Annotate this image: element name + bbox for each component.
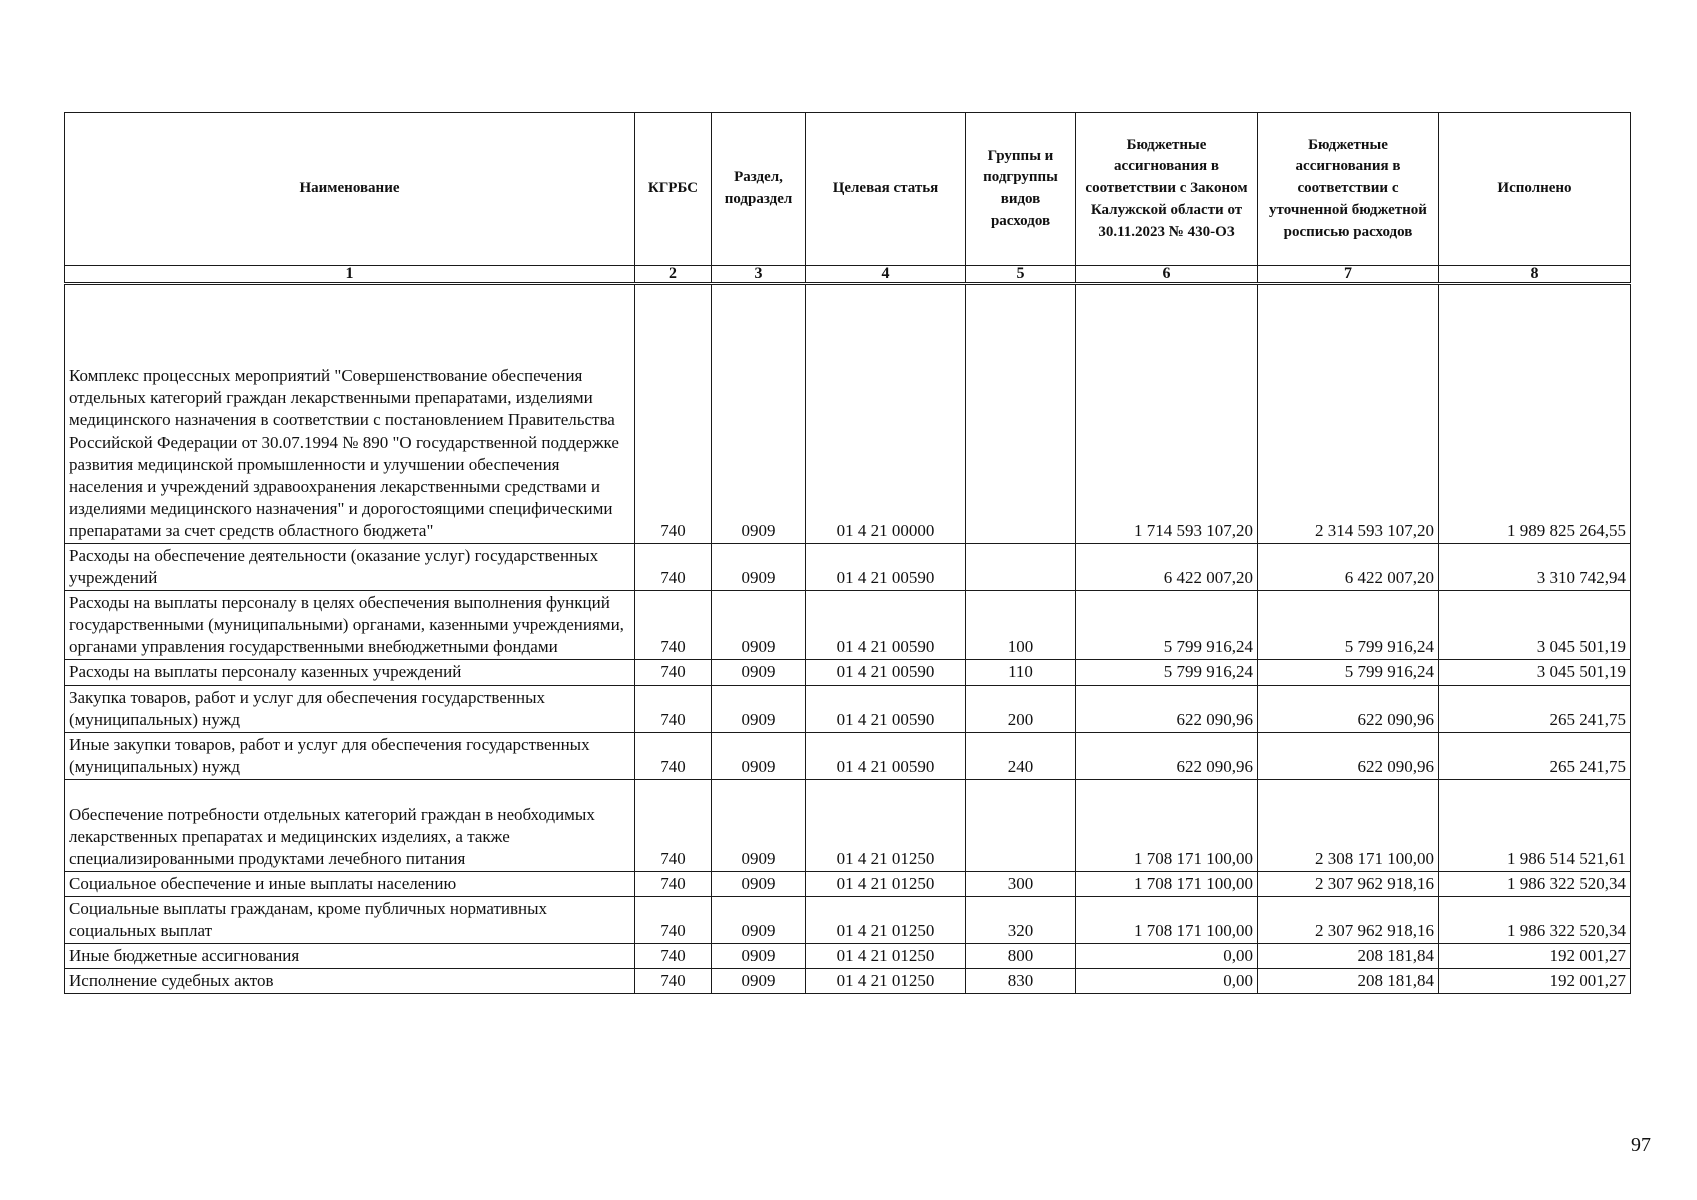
row-executed-amount: 192 001,27	[1439, 969, 1631, 994]
row-roster-amount: 5 799 916,24	[1258, 660, 1439, 685]
row-target-item: 01 4 21 01250	[806, 897, 966, 944]
table-row	[65, 660, 1631, 685]
row-roster-amount: 6 422 007,20	[1258, 544, 1439, 591]
header-name: Наименование	[65, 113, 635, 266]
row-target-item: 01 4 21 01250	[806, 779, 966, 871]
row-law-amount: 5 799 916,24	[1076, 591, 1258, 660]
row-expense-group: 300	[966, 871, 1076, 896]
row-law-amount: 1 714 593 107,20	[1076, 284, 1258, 544]
row-executed-amount: 192 001,27	[1439, 944, 1631, 969]
row-target-item: 01 4 21 00000	[806, 284, 966, 544]
row-kgrbs: 740	[635, 544, 712, 591]
row-law-amount: 5 799 916,24	[1076, 660, 1258, 685]
row-executed-amount: 3 045 501,19	[1439, 591, 1631, 660]
row-executed-amount: 3 045 501,19	[1439, 660, 1631, 685]
row-target-item: 01 4 21 01250	[806, 871, 966, 896]
header-section: Раздел, подраздел	[712, 113, 806, 266]
column-numbers-row	[65, 266, 1631, 284]
row-section: 0909	[712, 732, 806, 779]
column-number: 3	[712, 266, 806, 284]
row-kgrbs: 740	[635, 944, 712, 969]
page-number: 97	[1631, 1134, 1651, 1156]
row-expense-group: 320	[966, 897, 1076, 944]
table-row	[65, 685, 1631, 732]
budget-execution-table	[64, 112, 1631, 994]
row-section: 0909	[712, 660, 806, 685]
row-expense-group: 200	[966, 685, 1076, 732]
table-row	[65, 969, 1631, 994]
row-kgrbs: 740	[635, 284, 712, 544]
row-executed-amount: 1 986 322 520,34	[1439, 897, 1631, 944]
row-target-item: 01 4 21 01250	[806, 944, 966, 969]
header-target-item: Целевая статья	[806, 113, 966, 266]
table-body	[65, 266, 1631, 994]
row-target-item: 01 4 21 00590	[806, 591, 966, 660]
row-expense-group	[966, 779, 1076, 871]
row-section: 0909	[712, 897, 806, 944]
row-section: 0909	[712, 969, 806, 994]
row-executed-amount: 1 989 825 264,55	[1439, 284, 1631, 544]
row-expense-group: 800	[966, 944, 1076, 969]
column-number: 1	[65, 266, 635, 284]
table-row	[65, 944, 1631, 969]
row-kgrbs: 740	[635, 591, 712, 660]
row-section: 0909	[712, 591, 806, 660]
row-name: Расходы на обеспечение деятельности (оказание услуг) государственных учреждений	[65, 544, 635, 591]
table-row	[65, 284, 1631, 544]
header-roster-appropriations: Бюджетные ассигнования в соответствии с уточненной бюджетной росписью расходов	[1258, 113, 1439, 266]
row-name: Закупка товаров, работ и услуг для обеспечения государственных (муниципальных) нужд	[65, 685, 635, 732]
header-executed: Исполнено	[1439, 113, 1631, 266]
row-roster-amount: 2 307 962 918,16	[1258, 871, 1439, 896]
row-kgrbs: 740	[635, 969, 712, 994]
row-law-amount: 622 090,96	[1076, 685, 1258, 732]
row-kgrbs: 740	[635, 660, 712, 685]
row-executed-amount: 1 986 322 520,34	[1439, 871, 1631, 896]
row-name: Социальное обеспечение и иные выплаты населению	[65, 871, 635, 896]
table-row	[65, 897, 1631, 944]
row-target-item: 01 4 21 00590	[806, 660, 966, 685]
row-name: Социальные выплаты гражданам, кроме публичных нормативных социальных выплат	[65, 897, 635, 944]
row-law-amount: 1 708 171 100,00	[1076, 897, 1258, 944]
row-expense-group: 100	[966, 591, 1076, 660]
header-expense-group: Группы и подгруппы видов расходов	[966, 113, 1076, 266]
row-law-amount: 0,00	[1076, 969, 1258, 994]
row-roster-amount: 2 314 593 107,20	[1258, 284, 1439, 544]
table-row	[65, 732, 1631, 779]
row-expense-group: 110	[966, 660, 1076, 685]
row-kgrbs: 740	[635, 897, 712, 944]
table-row	[65, 871, 1631, 896]
row-law-amount: 6 422 007,20	[1076, 544, 1258, 591]
row-section: 0909	[712, 284, 806, 544]
header-law-appropriations: Бюджетные ассигнования в соответствии с Законом Калужской области от 30.11.2023 № 430-ОЗ	[1076, 113, 1258, 266]
row-name: Иные закупки товаров, работ и услуг для обеспечения государственных (муниципальных) нужд	[65, 732, 635, 779]
row-roster-amount: 208 181,84	[1258, 969, 1439, 994]
row-target-item: 01 4 21 00590	[806, 732, 966, 779]
column-number: 2	[635, 266, 712, 284]
table-header	[65, 113, 1631, 266]
column-number: 4	[806, 266, 966, 284]
row-roster-amount: 622 090,96	[1258, 685, 1439, 732]
row-law-amount: 0,00	[1076, 944, 1258, 969]
row-executed-amount: 3 310 742,94	[1439, 544, 1631, 591]
table-row	[65, 544, 1631, 591]
row-expense-group	[966, 284, 1076, 544]
row-expense-group: 830	[966, 969, 1076, 994]
row-kgrbs: 740	[635, 871, 712, 896]
row-target-item: 01 4 21 00590	[806, 544, 966, 591]
row-roster-amount: 2 307 962 918,16	[1258, 897, 1439, 944]
row-expense-group: 240	[966, 732, 1076, 779]
row-name: Расходы на выплаты персоналу казенных учреждений	[65, 660, 635, 685]
row-kgrbs: 740	[635, 779, 712, 871]
row-roster-amount: 5 799 916,24	[1258, 591, 1439, 660]
row-roster-amount: 2 308 171 100,00	[1258, 779, 1439, 871]
row-name: Иные бюджетные ассигнования	[65, 944, 635, 969]
row-target-item: 01 4 21 01250	[806, 969, 966, 994]
column-number: 5	[966, 266, 1076, 284]
row-executed-amount: 1 986 514 521,61	[1439, 779, 1631, 871]
row-target-item: 01 4 21 00590	[806, 685, 966, 732]
row-expense-group	[966, 544, 1076, 591]
row-executed-amount: 265 241,75	[1439, 685, 1631, 732]
column-number: 6	[1076, 266, 1258, 284]
header-row	[65, 113, 1631, 266]
row-law-amount: 1 708 171 100,00	[1076, 871, 1258, 896]
row-section: 0909	[712, 944, 806, 969]
row-name: Комплекс процессных мероприятий "Совершенствование обеспечения отдельных категорий граждан лекарственными препаратами, изделиями медицинского назначения в соответствии с постановлением Правительства Российской Федерации от 30.07.1994 № 890 "О государственной поддержке развития медицинской промышленности и улучшении обеспечения населения и учреждений здравоохранения лекарственными средствами и изделиями медицинского назначения" и дорогостоящими специфическими препаратами за счет средств областного бюджета"	[65, 284, 635, 544]
row-kgrbs: 740	[635, 685, 712, 732]
row-section: 0909	[712, 685, 806, 732]
header-kgrbs: КГРБС	[635, 113, 712, 266]
row-roster-amount: 622 090,96	[1258, 732, 1439, 779]
row-name: Расходы на выплаты персоналу в целях обеспечения выполнения функций государственными (муниципальными) органами, казенными учреждениями, органами управления государственными внебюджетными фондами	[65, 591, 635, 660]
row-law-amount: 622 090,96	[1076, 732, 1258, 779]
row-section: 0909	[712, 779, 806, 871]
row-name: Исполнение судебных актов	[65, 969, 635, 994]
row-name: Обеспечение потребности отдельных категорий граждан в необходимых лекарственных препаратах и медицинских изделиях, а также специализированными продуктами лечебного питания	[65, 779, 635, 871]
row-section: 0909	[712, 544, 806, 591]
column-number: 8	[1439, 266, 1631, 284]
row-law-amount: 1 708 171 100,00	[1076, 779, 1258, 871]
column-number: 7	[1258, 266, 1439, 284]
row-executed-amount: 265 241,75	[1439, 732, 1631, 779]
table-row	[65, 779, 1631, 871]
row-kgrbs: 740	[635, 732, 712, 779]
table-row	[65, 591, 1631, 660]
row-roster-amount: 208 181,84	[1258, 944, 1439, 969]
row-section: 0909	[712, 871, 806, 896]
